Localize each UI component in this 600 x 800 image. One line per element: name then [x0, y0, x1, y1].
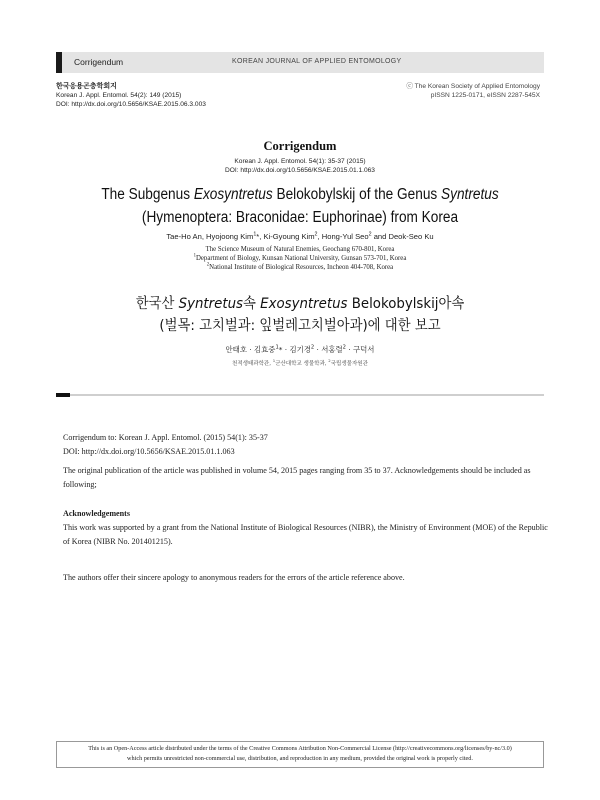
affiliation	[56, 263, 544, 272]
author-name: , Hong-Yul Seo	[317, 232, 369, 241]
corrigendum-to: Corrigendum to: Korean J. Appl. Entomol. (2015) 54(1): 35-37	[63, 433, 268, 442]
body-paragraph: The original publication of the article was published in volume 54, 2015 pages ranging from 35 to 37. Acknowledgements should be included as following;	[63, 466, 531, 489]
journal-korean-title: 한국응용곤충학회지	[56, 83, 117, 90]
korean-author-list	[56, 344, 544, 355]
license-line1: This is an Open-Access article distributed under the terms of the Creative Commons Attribution Non-Commercial License (http://creativecommons.org/licenses/by-nc/3.0)	[88, 745, 512, 752]
kr-affiliation: 천적생태과학관,	[232, 361, 273, 367]
title-taxon-italic: Syntretus	[441, 186, 499, 203]
journal-meta	[56, 82, 206, 109]
corrigendum-doi[interactable]: DOI: http://dx.doi.org/10.5656/KSAE.2015.01.1.063	[63, 447, 235, 456]
journal-citation: Korean J. Appl. Entomol. 54(2): 149 (2015)	[56, 92, 182, 99]
affil-marker: 1	[253, 231, 257, 238]
acknowledgements-text: This work was supported by a grant from the National Institute of Biological Resources (NIBR), the Ministry of Environment (MOE) of the Republic of Korea (NIBR No. 201401215).	[63, 523, 548, 546]
affil-marker: 1	[193, 253, 196, 259]
corresponding-marker: *	[256, 232, 260, 241]
title-text: Belokobylskij of the Genus	[272, 186, 442, 203]
author-name: , Ki-Gyoung Kim	[259, 232, 315, 241]
affil-marker: 2	[310, 344, 315, 351]
kr-author-name: · 김기경	[282, 345, 311, 354]
society-meta	[406, 82, 540, 100]
affiliation-text: Department of Biology, Kunsan National University, Gunsan 573-701, Korea	[196, 255, 407, 262]
original-citation	[56, 157, 544, 175]
kr-author-name: · 서홍렬	[314, 345, 343, 354]
header-bar-accent	[56, 52, 62, 73]
section-divider	[56, 394, 544, 396]
header-journal-name: KOREAN JOURNAL OF APPLIED ENTOMOLOGY	[232, 58, 402, 65]
title-taxon-italic: Exosyntretus	[193, 186, 273, 203]
apology-text: The authors offer their sincere apology to anonymous readers for the errors of the article reference above.	[63, 573, 405, 582]
kr-affiliation: 군산대학교 생물학과,	[275, 361, 329, 367]
kr-title-taxon-italic: Syntretus	[178, 296, 244, 312]
affiliation: The Science Museum of Natural Enemies, Geochang 670-801, Korea	[205, 246, 395, 253]
korean-title	[76, 293, 525, 337]
affil-marker: 2	[342, 344, 346, 351]
affil-marker: 2	[328, 358, 331, 364]
author-name: and Deok-Seo Ku	[371, 232, 434, 241]
original-citation-text: Korean J. Appl. Entomol. 54(1): 35-37 (2015)	[234, 158, 366, 165]
article-title	[85, 183, 514, 229]
original-doi[interactable]: DOI: http://dx.doi.org/10.5656/KSAE.2015.01.1.063	[225, 167, 375, 174]
kr-author-name: 안태호 · 김효중	[225, 345, 276, 354]
corresponding-marker: *	[278, 345, 283, 354]
kr-title-text: 한국산	[135, 296, 179, 312]
license-line2: which permits unrestricted non-commercial use, distribution, and reproduction in any medium, provided the original work is properly cited.	[127, 755, 473, 762]
header-section-label: Corrigendum	[74, 57, 124, 67]
title-text: The Subgenus	[101, 186, 194, 203]
issn-line: pISSN 1225-0171, eISSN 2287-545X	[430, 92, 540, 99]
korean-title-line2: (벌목: 고치벌과: 잎벌레고치벌아과)에 대한 보고	[159, 318, 441, 334]
affil-marker: 1	[272, 358, 276, 364]
affiliation	[56, 254, 544, 263]
affil-marker: 2	[206, 262, 210, 268]
kr-title-text: Belokobylskij아속	[347, 296, 465, 312]
kr-author-name: · 구덕서	[345, 345, 375, 354]
journal-doi[interactable]: DOI: http://dx.doi.org/10.5656/KSAE.2015.06.3.003	[56, 101, 206, 108]
kr-affiliation: 국립생물자원관	[330, 361, 368, 367]
kr-title-taxon-italic: Exosyntretus	[260, 296, 348, 312]
section-title: Corrigendum	[263, 139, 337, 153]
kr-title-text: 속	[243, 296, 261, 312]
author-list	[56, 232, 544, 241]
article-title-line2: (Hymenoptera: Braconidae: Euphorinae) from Korea	[141, 209, 459, 226]
article-title-line1	[85, 183, 514, 206]
affil-marker: 2	[314, 231, 318, 238]
section-divider-accent	[56, 393, 70, 397]
author-name: Tae-Ho An, Hyojoong Kim	[166, 232, 254, 241]
affil-marker: 1	[275, 344, 279, 351]
acknowledgements-heading: Acknowledgements	[63, 509, 130, 518]
korean-affiliations	[56, 359, 544, 367]
affil-marker: 2	[368, 231, 372, 238]
copyright-line: ⓒ The Korean Society of Applied Entomology	[406, 83, 540, 90]
affiliation-text: National Institute of Biological Resources, Incheon 404-708, Korea	[209, 264, 394, 271]
affiliation-list	[56, 245, 544, 272]
korean-title-line1	[76, 293, 525, 315]
license-text	[56, 744, 544, 764]
